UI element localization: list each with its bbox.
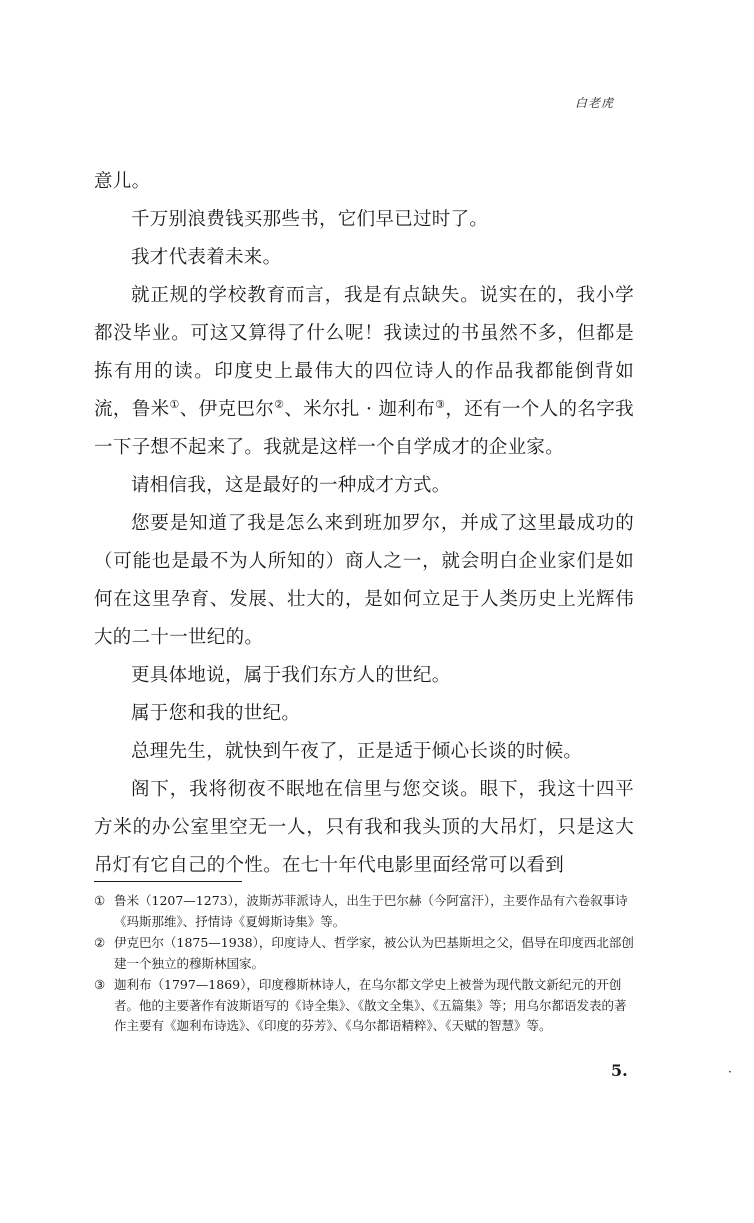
text-segment: 阁下，我将彻夜不眠地在信里与您交谈。眼下，我这十四平方米的办公室里空无一人，只有我和我头顶的大吊灯，只是这大吊灯有它自己的个性。在七十年代电影里面经常可以看到	[94, 779, 634, 876]
text-segment: 千万别浪费钱买那些书，它们早已过时了。	[131, 209, 489, 230]
text-segment: 请相信我，这是最好的一种成才方式。	[131, 475, 451, 496]
text-segment: ，还有一个人的名字我一下子想不起来了。我就是这样一个自学成才的企业家。	[94, 399, 634, 458]
footnote	[94, 891, 634, 932]
edge-mark: ·	[728, 1065, 732, 1079]
paragraph	[94, 467, 634, 505]
paragraph	[94, 657, 634, 695]
text-segment: 就正规的学校教育而言，我是有点缺失。说实在的，我小学都没毕业。可这又算得了什么呢！我读过的书虽然不多，但都是拣有用的读。印度史上最伟大的四位诗人的作品我都能倒背如流，鲁米	[94, 285, 634, 420]
footnote-text: 迦利布（1797—1869），印度穆斯林诗人，在乌尔都文学史上被誉为现代散文新纪元的开创者。他的主要著作有波斯语写的《诗全集》、《散文全集》、《五篇集》等；用乌尔都语发表的著作主要有《迦利布诗选》、《印度的芬芳》、《乌尔都语精粹》、《天赋的智慧》等。	[114, 977, 627, 1033]
text-segment: 我才代表着未来。	[131, 247, 282, 268]
page-number: 5.	[611, 1061, 628, 1080]
footnote-ref: ③	[435, 398, 446, 411]
footnote-text: 鲁米（1207—1273），波斯苏菲派诗人，出生于巴尔赫（今阿富汗），主要作品有六卷叙事诗《玛斯那维》、抒情诗《夏姆斯诗集》等。	[114, 893, 628, 929]
paragraph	[94, 201, 634, 239]
text-segment: 意儿。	[94, 171, 151, 192]
footnote-mark: ②	[94, 935, 106, 950]
paragraph	[94, 733, 634, 771]
footnote-text: 伊克巴尔（1875—1938），印度诗人、哲学家，被公认为巴基斯坦之父，倡导在印度西北部创建一个独立的穆斯林国家。	[114, 935, 634, 971]
footnotes	[94, 891, 634, 1038]
paragraph	[94, 505, 634, 657]
body-text	[94, 163, 634, 885]
text-segment: 更具体地说，属于我们东方人的世纪。	[131, 665, 451, 686]
text-segment: 您要是知道了我是怎么来到班加罗尔，并成了这里最成功的（可能也是最不为人所知的）商人之一，就会明白企业家们是如何在这里孕育、发展、壮大的，是如何立足于人类历史上光辉伟大的二十一世纪的。	[94, 513, 634, 648]
text-segment: 属于您和我的世纪。	[131, 703, 301, 724]
running-header: 白老虎	[575, 96, 615, 110]
footnote	[94, 975, 634, 1037]
footnote-divider	[94, 881, 242, 882]
footnote	[94, 933, 634, 974]
footnote-mark: ③	[94, 977, 106, 992]
text-segment: 、米尔扎 · 迦利布	[284, 399, 436, 420]
text-segment: 、伊克巴尔	[179, 399, 275, 420]
paragraph	[94, 239, 634, 277]
footnote-ref: ①	[169, 398, 180, 411]
text-segment: 总理先生，就快到午夜了，正是适于倾心长谈的时候。	[131, 741, 583, 762]
paragraph	[94, 695, 634, 733]
paragraph	[94, 771, 634, 885]
footnote-ref: ②	[274, 398, 285, 411]
paragraph	[94, 163, 634, 201]
paragraph	[94, 277, 634, 467]
footnote-mark: ①	[94, 893, 106, 908]
